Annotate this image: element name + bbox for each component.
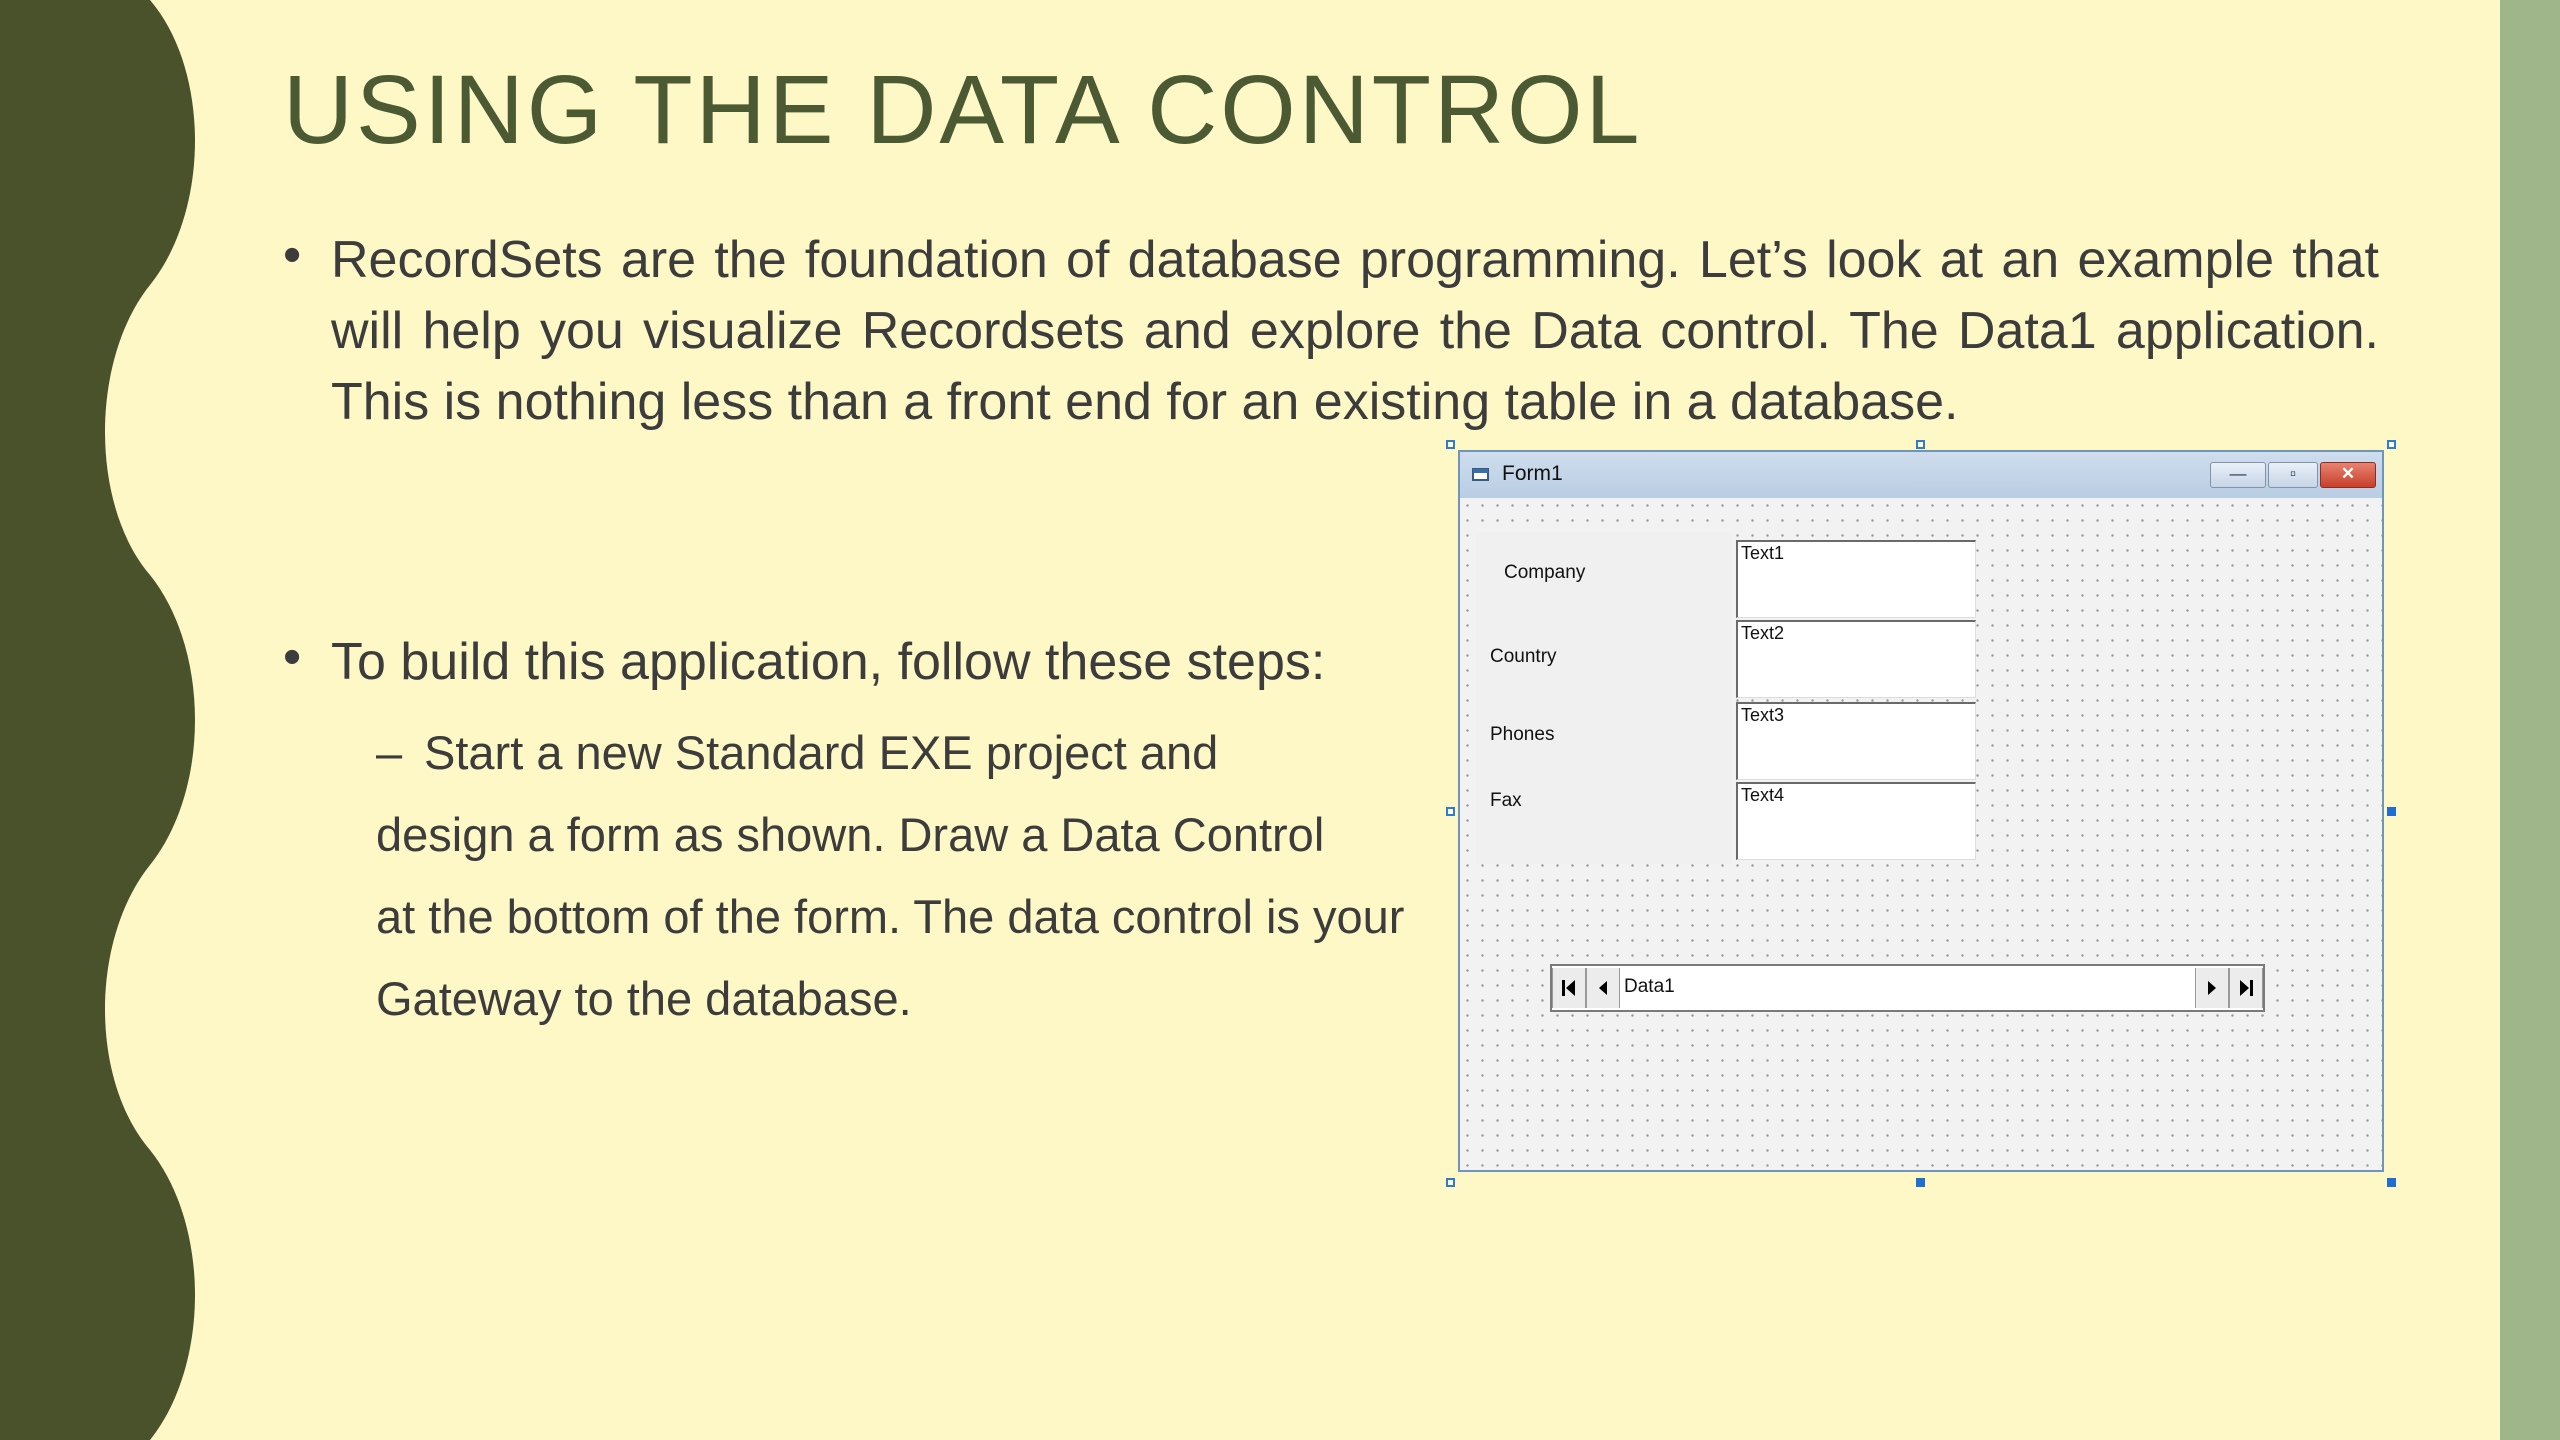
textbox-text1[interactable] bbox=[1736, 540, 1976, 618]
form-titlebar bbox=[1460, 452, 2382, 498]
bullet-dot: • bbox=[283, 226, 302, 284]
form-design-grid bbox=[1460, 498, 2382, 1170]
bullet-build-steps-text: To build this application, follow these steps: bbox=[331, 633, 1326, 691]
selection-handle[interactable] bbox=[2387, 807, 2396, 816]
textbox-text1-value: Text1 bbox=[1741, 543, 1785, 563]
form-title: Form1 bbox=[1502, 462, 1563, 485]
vb-form-screenshot bbox=[1446, 440, 2396, 1190]
label-fax: Fax bbox=[1490, 790, 1522, 811]
label-phones: Phones bbox=[1490, 724, 1555, 745]
data-control-caption: Data1 bbox=[1624, 976, 1675, 997]
move-previous-icon bbox=[1587, 968, 1619, 1008]
move-last-button[interactable] bbox=[2229, 968, 2263, 1008]
textbox-text4[interactable] bbox=[1736, 782, 1976, 860]
selection-handle[interactable] bbox=[2387, 440, 2396, 449]
move-first-icon bbox=[1553, 968, 1585, 1008]
move-first-button[interactable] bbox=[1552, 968, 1586, 1008]
move-next-button[interactable] bbox=[2195, 968, 2229, 1008]
textbox-text3-value: Text3 bbox=[1741, 705, 1785, 725]
textbox-text3[interactable] bbox=[1736, 702, 1976, 780]
sub-bullet-line: at the bottom of the form. The data control is your bbox=[376, 890, 1405, 943]
sub-bullet-line bbox=[376, 712, 1436, 794]
selection-handle[interactable] bbox=[1446, 807, 1455, 816]
textbox-text4-value: Text4 bbox=[1741, 785, 1785, 805]
bullet-recordsets-text: RecordSets are the foundation of database programming. Let’s look at an example that will help you visualize Recordsets and explore the Data control. The Data1 application. This is nothing less than a front end for an existing table in a database. bbox=[331, 231, 2379, 431]
sub-bullet-line: Gateway to the database. bbox=[376, 972, 912, 1025]
form-icon bbox=[1472, 466, 1490, 482]
right-accent-band bbox=[2500, 0, 2560, 1440]
move-next-icon bbox=[2196, 968, 2228, 1008]
minimize-button[interactable] bbox=[2210, 462, 2266, 488]
minimize-icon: — bbox=[2229, 464, 2247, 483]
maximize-button[interactable] bbox=[2268, 462, 2318, 488]
form1-window bbox=[1458, 450, 2384, 1172]
selection-handle[interactable] bbox=[2387, 1178, 2396, 1187]
label-company: Company bbox=[1504, 562, 1586, 583]
sub-bullet-dash: – bbox=[376, 726, 403, 779]
sub-bullet-steps bbox=[376, 712, 1436, 1040]
sub-bullet-line: design a form as shown. Draw a Data Control bbox=[376, 808, 1325, 861]
bullet-dot: • bbox=[283, 628, 302, 686]
close-button[interactable] bbox=[2320, 462, 2376, 488]
sub-bullet-line-text: Start a new Standard EXE project and bbox=[424, 726, 1219, 779]
selection-handle[interactable] bbox=[1916, 440, 1925, 449]
label-country: Country bbox=[1490, 646, 1557, 667]
move-last-icon bbox=[2230, 968, 2262, 1008]
left-wavy-band bbox=[0, 0, 200, 1440]
slide-title: USING THE DATA CONTROL bbox=[283, 55, 1643, 164]
close-icon: ✕ bbox=[2340, 464, 2356, 483]
selection-handle[interactable] bbox=[1916, 1178, 1925, 1187]
textbox-text2[interactable] bbox=[1736, 620, 1976, 698]
move-previous-button[interactable] bbox=[1586, 968, 1620, 1008]
textbox-text2-value: Text2 bbox=[1741, 623, 1785, 643]
maximize-icon: ▫ bbox=[2289, 464, 2297, 483]
data-control[interactable] bbox=[1550, 964, 2265, 1012]
selection-handle[interactable] bbox=[1446, 1178, 1455, 1187]
selection-handle[interactable] bbox=[1446, 440, 1455, 449]
